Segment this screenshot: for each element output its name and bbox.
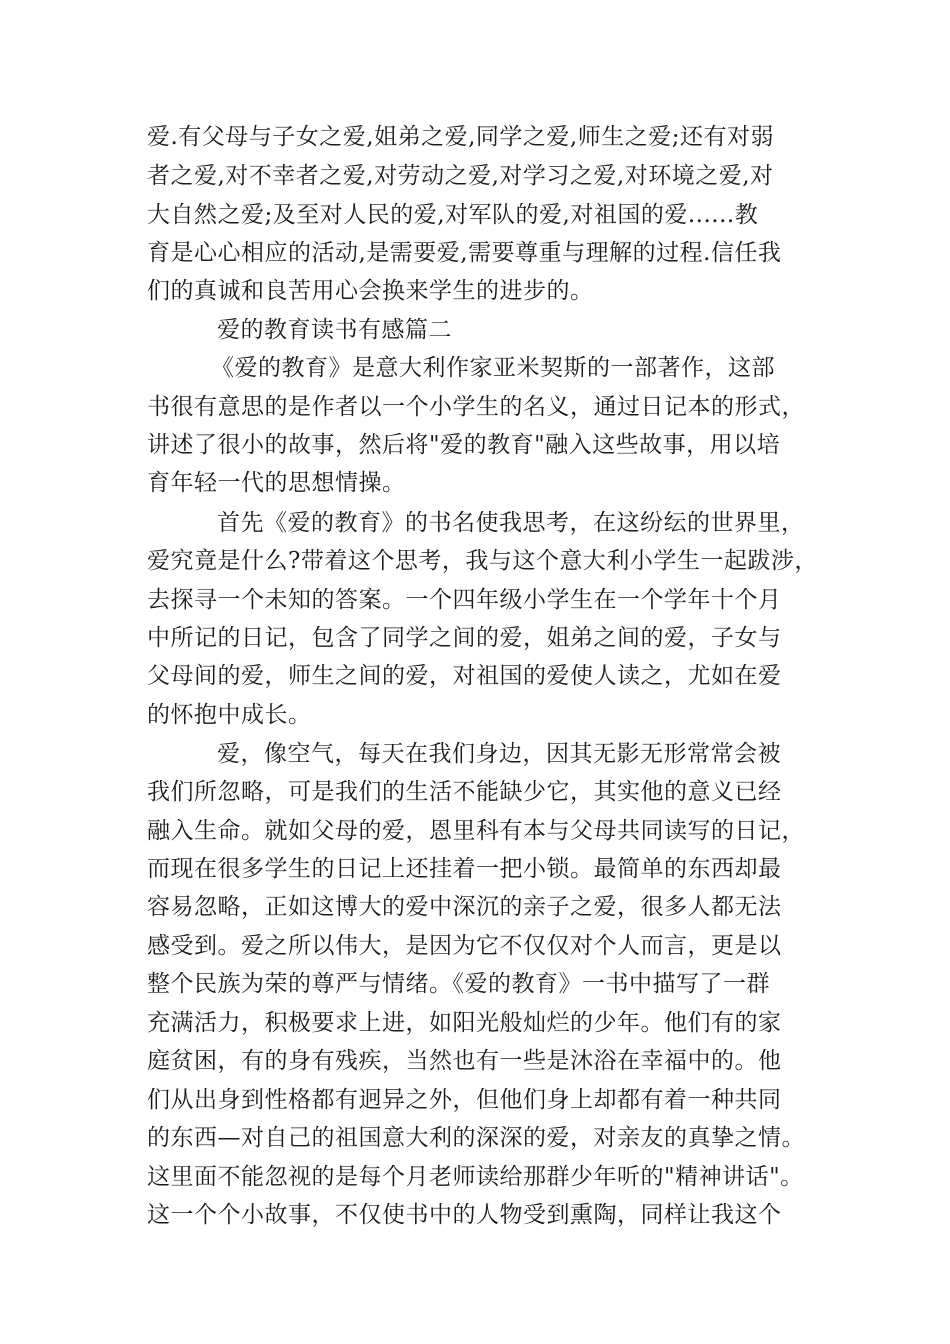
text-line: 们从出身到性格都有迥异之外，但他们身上却都有着一种共同 — [147, 1087, 782, 1113]
text-line: 讲述了很小的故事，然后将"爱的教育"融入这些故事，用以培 — [147, 432, 781, 458]
text-line: 爱究竟是什么?带着这个思考，我与这个意大利小学生一起跋涉， — [147, 548, 818, 574]
text-line: 的东西—对自己的祖国意大利的深深的爱，对亲友的真挚之情。 — [147, 1125, 805, 1151]
text-line: 育是心心相应的活动,是需要爱,需要尊重与理解的过程.信任我 — [147, 240, 782, 266]
text-line: 者之爱,对不幸者之爱,对劳动之爱,对学习之爱,对环境之爱,对 — [147, 163, 774, 189]
section-heading: 爱的教育读书有感篇二 — [217, 317, 452, 343]
text-line: 这一个个小故事，不仅使书中的人物受到熏陶，同样让我这个 — [147, 1202, 782, 1228]
text-line: 《爱的教育》是意大利作家亚米契斯的一部著作，这部 — [211, 355, 775, 381]
text-line: 爱.有父母与子女之爱,姐弟之爱,同学之爱,师生之爱;还有对弱 — [147, 124, 774, 150]
text-line: 去探寻一个未知的答案。一个四年级小学生在一个学年十个月 — [147, 587, 782, 613]
text-line: 这里面不能忽视的是每个月老师读给那群少年听的"精神讲话"。 — [147, 1164, 804, 1190]
text-line: 爱，像空气，每天在我们身边，因其无影无形常常会被 — [217, 741, 781, 767]
text-line: 容易忽略，正如这博大的爱中深沉的亲子之爱，很多人都无法 — [147, 894, 782, 920]
text-line: 们的真诚和良苦用心会换来学生的进步的。 — [147, 278, 594, 304]
text-line: 中所记的日记，包含了同学之间的爱，姐弟之间的爱，子女与 — [147, 625, 782, 651]
text-line: 的怀抱中成长。 — [147, 702, 312, 728]
text-line: 整个民族为荣的尊严与情绪。《爱的教育》一书中描写了一群 — [147, 971, 770, 997]
text-line: 育年轻一代的思想情操。 — [147, 470, 406, 496]
text-line: 首先《爱的教育》的书名使我思考，在这纷纭的世界里， — [217, 510, 805, 536]
text-line: 庭贫困，有的身有残疾，当然也有一些是沐浴在幸福中的。他 — [147, 1048, 782, 1074]
text-line: 父母间的爱，师生之间的爱，对祖国的爱使人读之，尤如在爱 — [147, 663, 782, 689]
text-line: 书很有意思的是作者以一个小学生的名义，通过日记本的形式， — [147, 394, 805, 420]
text-line: 融入生命。就如父母的爱，恩里科有本与父母共同读写的日记， — [147, 818, 805, 844]
text-line: 大自然之爱;及至对人民的爱,对军队的爱,对祖国的爱......教 — [147, 202, 759, 228]
text-line: 感受到。爱之所以伟大，是因为它不仅仅对个人而言，更是以 — [147, 933, 782, 959]
text-line: 充满活力，积极要求上进，如阳光般灿烂的少年。他们有的家 — [147, 1010, 782, 1036]
text-line: 而现在很多学生的日记上还挂着一把小锁。最简单的东西却最 — [147, 856, 782, 882]
text-line: 我们所忽略，可是我们的生活不能缺少它，其实他的意义已经 — [147, 779, 782, 805]
